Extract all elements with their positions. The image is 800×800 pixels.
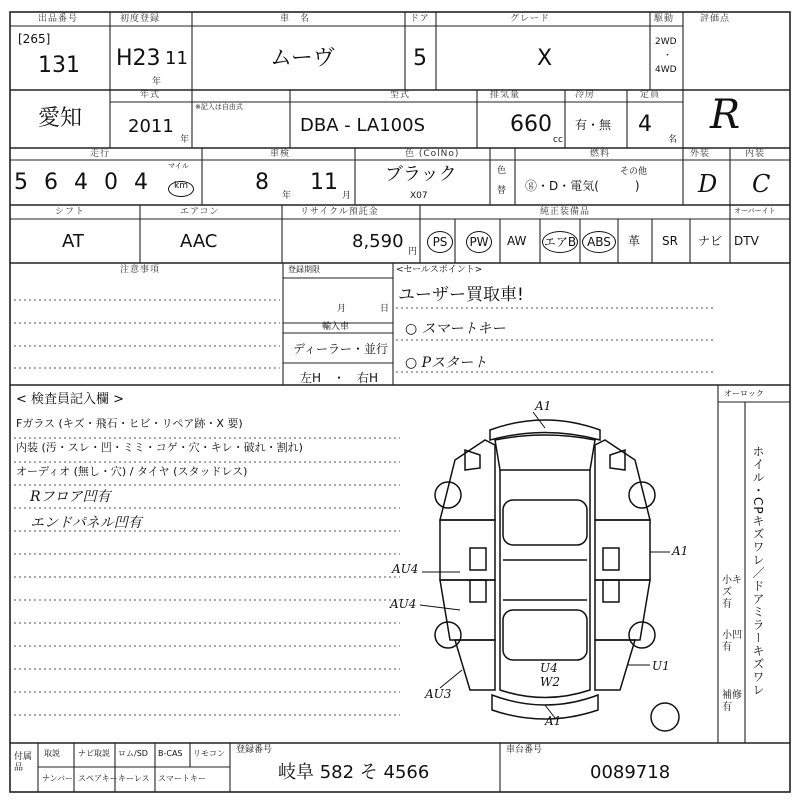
vertical-notes: ホイル・CPキズワレ／ドアミラーキズワレ bbox=[751, 445, 765, 697]
damage-mark-rear-w2: W2 bbox=[540, 675, 560, 689]
plate-value: 岐阜 582 そ 4566 bbox=[278, 762, 430, 783]
fuel-label: 燃料 bbox=[590, 149, 611, 159]
mileage-digit: 0 bbox=[104, 170, 118, 195]
recycle-value: 8,590 bbox=[352, 231, 404, 252]
damage-mark-left-2: AU4 bbox=[390, 597, 417, 611]
caution-label: 注意事項 bbox=[120, 265, 161, 275]
hand-note-2: エンドパネル凹有 bbox=[30, 515, 142, 531]
color-code: X07 bbox=[410, 191, 428, 201]
interior-value: C bbox=[752, 170, 771, 198]
exterior-value: D bbox=[698, 170, 718, 198]
small-note-1: 小キズ 有 bbox=[722, 575, 742, 610]
other-label: オーバーイト bbox=[734, 207, 776, 215]
equipment-dtv: DTV bbox=[734, 234, 759, 248]
accessory-smart-key: スマートキー bbox=[158, 774, 206, 783]
equipment-pw: PW bbox=[466, 231, 492, 253]
grade-value: X bbox=[537, 46, 553, 71]
year-unit: 年 bbox=[180, 135, 190, 145]
color-note-1: 色 bbox=[497, 166, 507, 176]
fuel-other: その他 bbox=[620, 167, 648, 177]
plate-label: 登録番号 bbox=[236, 745, 273, 755]
equipment-sr: SR bbox=[662, 234, 678, 248]
damage-mark-left-1: AU4 bbox=[392, 562, 419, 576]
color-label: 色 (ColNo) bbox=[405, 149, 460, 159]
cc-unit: cc bbox=[553, 135, 563, 145]
inspection-label: 車検 bbox=[270, 149, 291, 159]
sales-label: <セールスポイント> bbox=[396, 265, 483, 275]
accessory-keyless: キーレス bbox=[118, 774, 150, 783]
equipment-abs: ABS bbox=[582, 231, 616, 253]
color-note-2: 替 bbox=[497, 186, 507, 196]
accessory-spare-key: スペアキー bbox=[78, 774, 118, 783]
reg-month: 月 bbox=[337, 304, 347, 314]
drive-label: 駆動 bbox=[654, 14, 675, 24]
chassis-label: 車台番号 bbox=[506, 745, 543, 755]
fuel-value: ⓖ・D・電気( ) bbox=[525, 179, 640, 193]
eval-label: 評価点 bbox=[700, 14, 731, 24]
inspection-title: < 検査員記入欄 > bbox=[16, 392, 125, 407]
color-value: ブラック bbox=[385, 164, 457, 185]
mileage-digit: 4 bbox=[134, 170, 148, 195]
small-note-3: 補修 有 bbox=[722, 690, 742, 713]
mile-unit: マイル bbox=[168, 162, 189, 170]
recycle-unit: 円 bbox=[408, 247, 418, 257]
model-code: DBA - LA100S bbox=[300, 115, 425, 136]
damage-mark-right-rear: U1 bbox=[652, 659, 670, 673]
reg-day: 日 bbox=[380, 304, 390, 314]
seats-label: 定員 bbox=[640, 90, 661, 100]
reg-limit-label: 登録期限 bbox=[288, 265, 320, 274]
ac-label: 冷房 bbox=[575, 90, 596, 100]
accessory-rom: ロム/SD bbox=[118, 749, 148, 758]
accessory-manual: 取説 bbox=[44, 749, 60, 758]
damage-mark-bottom: A1 bbox=[545, 714, 562, 728]
first-reg-era: H23 bbox=[116, 46, 161, 71]
shift-label: シフト bbox=[55, 207, 86, 217]
hand-note-1: Rフロア凹有 bbox=[30, 489, 111, 505]
first-reg-month: 11 bbox=[165, 48, 188, 69]
aircon-value: AAC bbox=[180, 231, 218, 252]
drive-4wd: 4WD bbox=[655, 65, 677, 75]
mileage-digit: 4 bbox=[74, 170, 88, 195]
displacement-label: 排気量 bbox=[490, 90, 521, 100]
year-label: 年式 bbox=[140, 90, 161, 100]
first-reg-year-unit: 年 bbox=[152, 77, 162, 87]
handle-choice: 左H ・ 右H bbox=[300, 371, 379, 385]
seats-value: 4 bbox=[638, 112, 652, 137]
first-reg-label: 初度登録 bbox=[120, 14, 161, 24]
accessory-plate: ナンバー bbox=[42, 774, 74, 783]
inspection-line-3: オーディオ (無し・穴) / タイヤ (スタッドレス) bbox=[16, 465, 248, 478]
drive-2wd: 2WD bbox=[655, 37, 677, 47]
equipment-leather: 革 bbox=[628, 234, 641, 248]
inspection-line-2: 内装 (汚・スレ・凹・ミミ・コゲ・穴・キレ・破れ・割れ) bbox=[16, 441, 303, 454]
inspection-month-unit: 月 bbox=[342, 191, 352, 201]
shift-value: AT bbox=[62, 231, 84, 252]
chassis-value: 0089718 bbox=[590, 762, 671, 783]
mileage-digit: 5 bbox=[14, 170, 28, 195]
turbo-value: 有・無 bbox=[575, 118, 612, 132]
displacement-value: 660 bbox=[510, 112, 552, 137]
damage-mark-left-rear: AU3 bbox=[425, 687, 452, 701]
lot-label: 出品番号 bbox=[38, 14, 79, 24]
inspection-month: 11 bbox=[310, 170, 338, 195]
lot-number: 131 bbox=[38, 53, 80, 78]
lock-label: オーロック bbox=[724, 389, 764, 398]
inspection-year-unit: 年 bbox=[282, 191, 292, 201]
damage-mark-top: A1 bbox=[535, 399, 552, 413]
damage-mark-right: A1 bbox=[672, 544, 689, 558]
recycle-label: リサイクル預託金 bbox=[300, 207, 379, 217]
drive-dot: ・ bbox=[663, 51, 673, 61]
grade-label: グレード bbox=[510, 14, 551, 24]
chassis-label: 型式 bbox=[390, 90, 411, 100]
accessories-tag: 付属品 bbox=[14, 752, 33, 773]
car-name: ムーヴ bbox=[270, 46, 335, 71]
sales-point-1: ユーザー買取車! bbox=[398, 285, 524, 305]
interior-label: 内装 bbox=[745, 149, 766, 159]
equipment-navi: ナビ bbox=[698, 234, 723, 248]
seats-unit: 名 bbox=[668, 135, 678, 145]
mileage-digit: 6 bbox=[44, 170, 58, 195]
accessory-navi-manual: ナビ取説 bbox=[78, 749, 110, 758]
exterior-label: 外装 bbox=[690, 149, 711, 159]
sales-point-2: ○ スマートキー bbox=[405, 321, 506, 337]
eval-score: R bbox=[710, 92, 741, 138]
equipment-airbag: エアB bbox=[542, 231, 578, 253]
accessory-bcas: B-CAS bbox=[158, 749, 183, 758]
dealer-choice: ディーラー・並行 bbox=[293, 342, 389, 356]
inspection-year: 8 bbox=[255, 170, 269, 195]
inspection-line-1: Fガラス (キズ・飛石・ヒビ・リペア跡・X 要) bbox=[16, 417, 243, 430]
import-label: 輸入車 bbox=[322, 322, 350, 332]
km-unit: km bbox=[168, 181, 194, 197]
region-value: 愛知 bbox=[38, 106, 83, 131]
mileage-label: 走行 bbox=[90, 149, 111, 159]
small-note-2: 小凹 有 bbox=[722, 630, 742, 653]
door-label: ドア bbox=[410, 14, 430, 24]
accessory-remote: リモコン bbox=[193, 749, 225, 758]
equipment-aw: AW bbox=[507, 234, 527, 248]
sales-point-3: ○ Pスタート bbox=[405, 355, 488, 371]
year-value: 2011 bbox=[128, 116, 174, 137]
model-label: 車 名 bbox=[280, 14, 311, 24]
door-count: 5 bbox=[413, 46, 427, 71]
lot-code: [265] bbox=[18, 32, 51, 46]
equipment-label: 純正装備品 bbox=[540, 207, 591, 217]
aircon-label: エアコン bbox=[180, 207, 220, 217]
equipment-ps: PS bbox=[427, 231, 453, 253]
reg-note: ※記入は自由式 bbox=[195, 103, 243, 111]
damage-mark-rear-u4: U4 bbox=[540, 661, 558, 675]
